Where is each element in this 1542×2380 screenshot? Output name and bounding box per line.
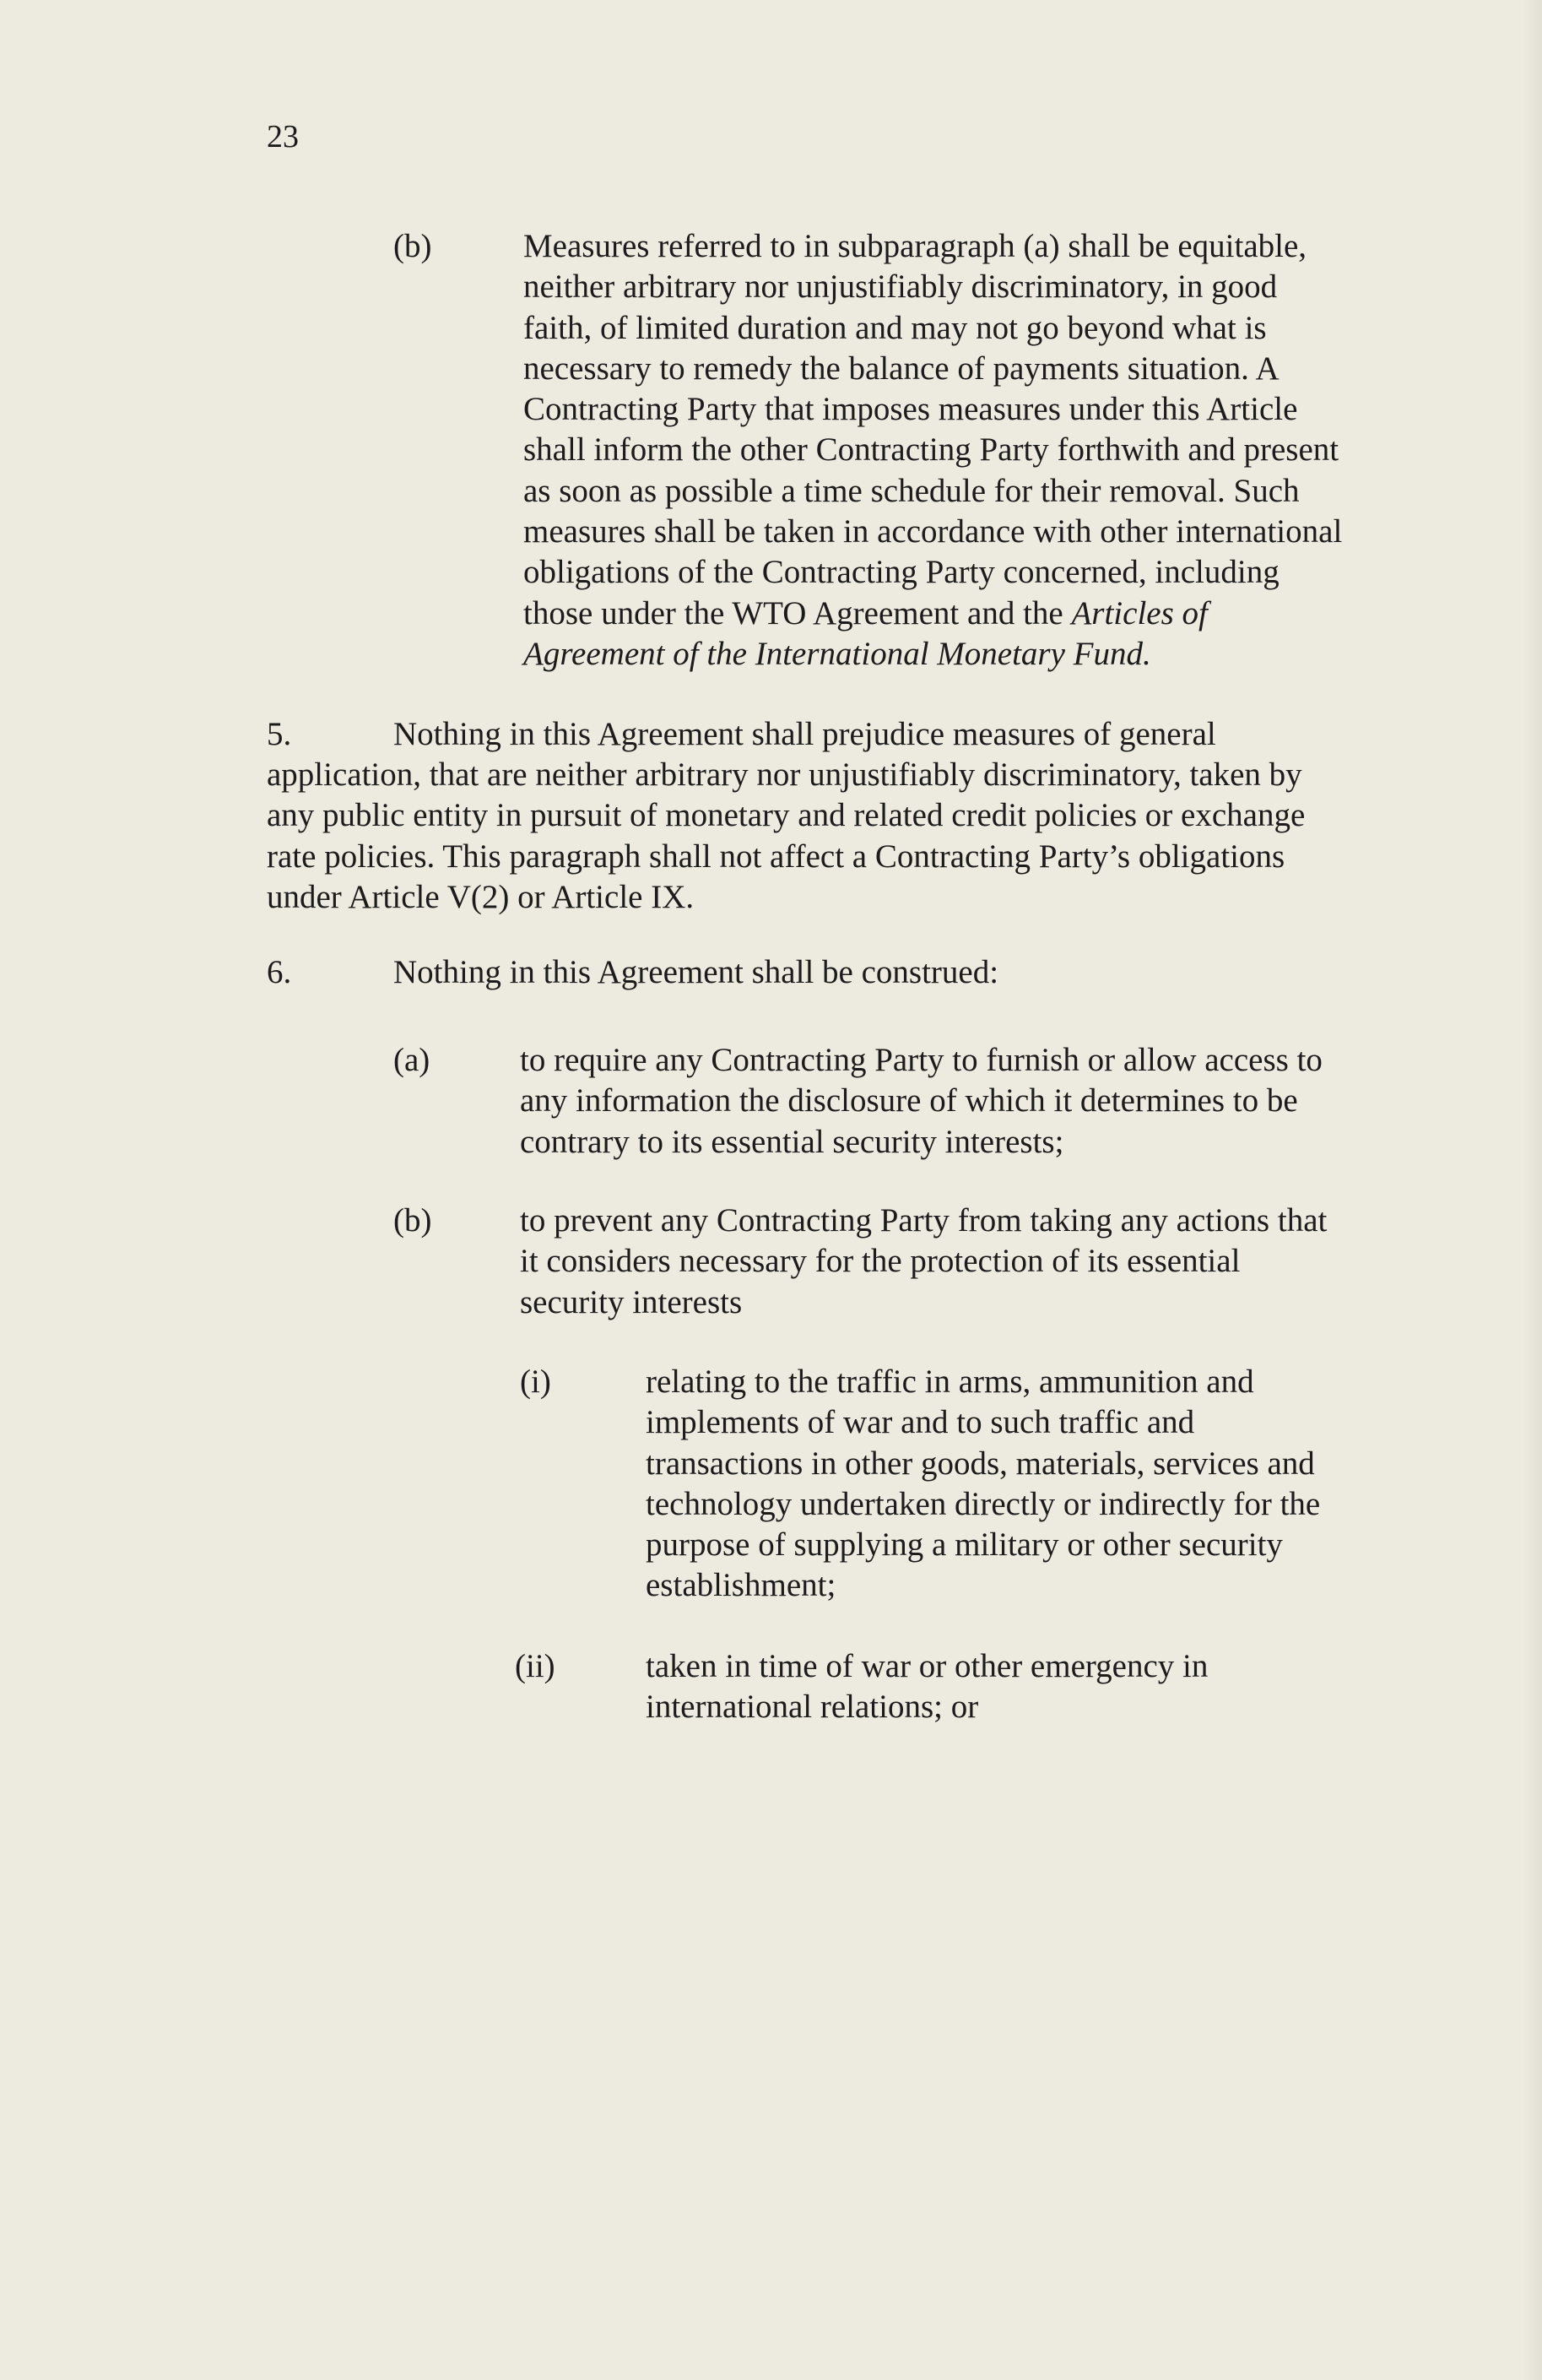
para-6a-line: to require any Contracting Party to furnish or allow access to <box>520 1042 1323 1078</box>
para-6b-ii-text <box>646 1646 1208 1728</box>
para-6b-i-line: technology undertaken directly or indirectly for the <box>646 1485 1321 1522</box>
para-6a-line: any information the disclosure of which it determines to be <box>520 1082 1298 1120</box>
para-4b-line: Contracting Party that imposes measures under this Article <box>523 391 1298 428</box>
para-6b-line: to prevent any Contracting Party from taking any actions that <box>520 1202 1328 1239</box>
para-6b-line: security interests <box>520 1283 743 1320</box>
page-edge-shadow <box>1523 0 1542 2380</box>
para-5-text <box>267 755 1305 918</box>
para-6a-line: contrary to its essential security interests; <box>520 1123 1064 1160</box>
para-6b-i-text <box>646 1362 1320 1607</box>
para-6b-label: (b) <box>393 1202 432 1239</box>
para-6-text <box>393 952 998 993</box>
para-6b-i-line: implements of war and to such traffic and <box>646 1404 1195 1441</box>
para-4b-line: obligations of the Contracting Party concerned, including <box>523 554 1280 591</box>
para-6b-i-line: purpose of supplying a military or other security <box>646 1526 1283 1564</box>
para-5-first-line <box>393 714 1216 755</box>
para-5-line: Nothing in this Agreement shall prejudice measures of general <box>393 716 1216 752</box>
para-5-line: under Article V(2) or Article IX. <box>267 878 695 915</box>
para-4b-line: Measures referred to in subparagraph (a) shall be equitable, <box>523 228 1307 264</box>
para-4b-line: neither arbitrary nor unjustifiably discriminatory, in good <box>523 268 1278 306</box>
para-5-line: rate policies. This paragraph shall not affect a Contracting Party’s obligations <box>267 838 1285 875</box>
para-5-line: any public entity in pursuit of monetary and related credit policies or exchange <box>267 797 1306 834</box>
para-6a-text <box>520 1040 1323 1163</box>
para-4b-line <box>523 594 1342 634</box>
para-4b-text <box>523 226 1342 675</box>
treaty-title-part1: Articles of <box>1071 594 1208 632</box>
para-6b-i-line: relating to the traffic in arms, ammunition and <box>646 1363 1254 1400</box>
page-number: 23 <box>267 119 299 155</box>
para-6b-ii-line: taken in time of war or other emergency in <box>646 1648 1209 1684</box>
treaty-title-part2: Agreement of the International Monetary Fund. <box>523 635 1151 672</box>
para-5-line: application, that are neither arbitrary nor unjustifiably discriminatory, taken by <box>267 756 1302 793</box>
para-4b-label: (b) <box>393 228 432 264</box>
para-6b-text <box>520 1201 1327 1323</box>
para-4b-line: shall inform the other Contracting Party forthwith and present <box>523 431 1339 469</box>
para-4b-line-plain: those under the WTO Agreement and the <box>523 594 1063 632</box>
para-6b-i-line: transactions in other goods, materials, services and <box>646 1445 1315 1482</box>
para-5-number: 5. <box>267 716 292 752</box>
para-6b-ii-label: (ii) <box>515 1648 555 1684</box>
para-4b-line: as soon as possible a time schedule for their removal. Such <box>523 472 1300 509</box>
para-6b-i-line: establishment; <box>646 1567 836 1604</box>
para-4b-line: faith, of limited duration and may not go beyond what is <box>523 309 1267 346</box>
para-6a-label: (a) <box>393 1042 430 1078</box>
para-4b-line: measures shall be taken in accordance with other international <box>523 513 1343 550</box>
para-6b-ii-line: international relations; or <box>646 1689 979 1726</box>
para-6b-i-label: (i) <box>520 1363 551 1400</box>
para-6-number: 6. <box>267 954 292 990</box>
para-6b-line: it considers necessary for the protection of its essential <box>520 1243 1241 1280</box>
para-4b-line: necessary to remedy the balance of payments situation. A <box>523 350 1280 387</box>
para-6-line: Nothing in this Agreement shall be construed: <box>393 954 999 990</box>
